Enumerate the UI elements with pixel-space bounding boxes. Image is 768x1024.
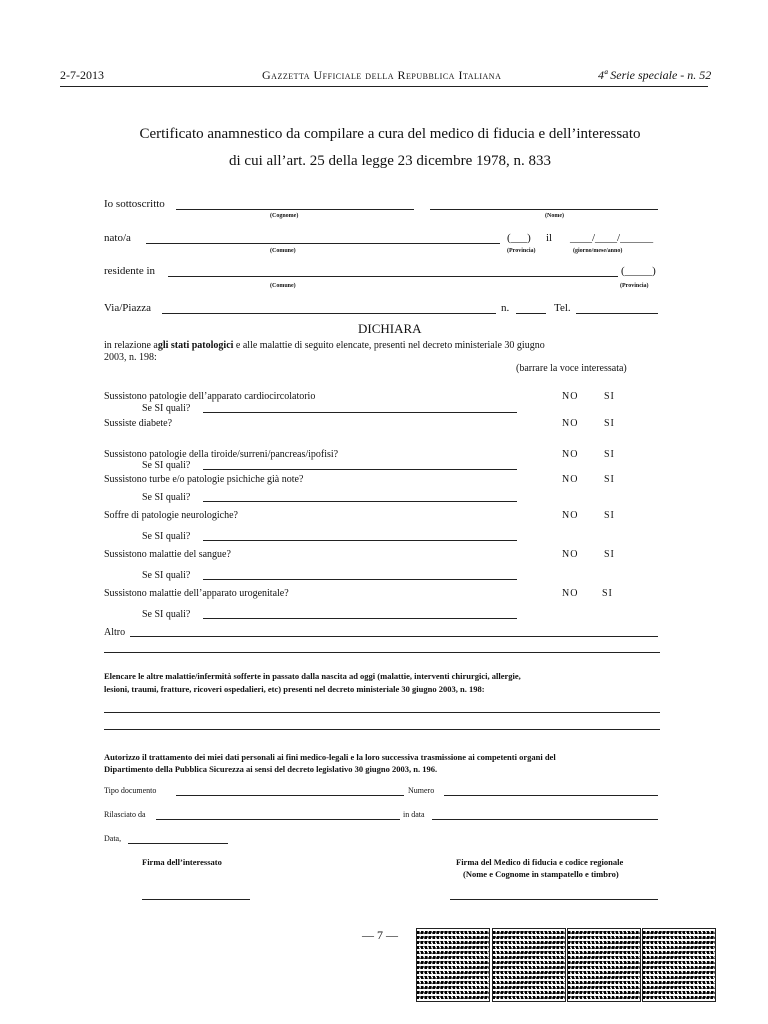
question-sangue: Sussistono malattie del sangue? [104, 549, 231, 560]
se-si-field-cardio[interactable] [203, 412, 517, 413]
autorizzo-line-2: Dipartimento della Pubblica Sicurezza ai sensi del decreto legislativo 30 giugno 2003, n. 196. [104, 764, 438, 774]
se-si-field-sangue[interactable] [203, 579, 517, 580]
question-psichiche: Sussistono turbe e/o patologie psichiche già note? [104, 474, 304, 485]
question-diabete: Sussiste diabete? [104, 418, 173, 429]
il-label: il [546, 232, 553, 244]
se-si-label-psichiche: Se SI quali? [142, 492, 191, 503]
altro-label: Altro [104, 627, 126, 638]
se-si-field-psichiche[interactable] [203, 501, 517, 502]
barcode-1 [416, 928, 490, 1002]
no-option-psichiche[interactable]: NO [562, 474, 579, 485]
numero-civico-label: n. [501, 302, 510, 314]
se-si-field-tiroide[interactable] [203, 469, 517, 470]
birth-date-field[interactable]: ____/____/______ [570, 232, 654, 244]
numero-label: Numero [408, 786, 435, 795]
dichiara-intro-line-1: in relazione agli stati patologici e alle malattie di seguito elencate, presenti nel decreto ministeriale 30 giugno [104, 340, 545, 351]
header-gazette: Gazzetta Ufficiale della Repubblica Italiana [262, 68, 502, 82]
se-si-field-neuro[interactable] [203, 540, 517, 541]
header-date: 2-7-2013 [60, 68, 104, 82]
dichiara-heading: DICHIARA [358, 321, 422, 336]
numero-field[interactable] [444, 795, 658, 796]
residente-label: residente in [104, 265, 156, 277]
tel-field[interactable] [576, 313, 658, 314]
no-option-neuro[interactable]: NO [562, 510, 579, 521]
barcode-4 [642, 928, 716, 1002]
elencare-line-2: lesioni, traumi, fratture, ricoveri ospedalieri, etc) presenti nel decreto ministeriale 30 giugno 2003, n. 198: [104, 684, 485, 694]
question-neuro: Soffre di patologie neurologiche? [104, 510, 238, 521]
si-option-urogenitale[interactable]: SI [602, 588, 613, 599]
si-option-cardio[interactable]: SI [604, 391, 615, 402]
question-cardio: Sussistono patologie dell’apparato cardiocircolatorio [104, 391, 316, 402]
altro-field-line-2[interactable] [104, 652, 660, 653]
si-option-tiroide[interactable]: SI [604, 449, 615, 460]
question-urogenitale: Sussistono malattie dell’apparato urogenitale? [104, 588, 289, 599]
numero-civico-field[interactable] [516, 313, 546, 314]
tipo-documento-label: Tipo documento [104, 786, 157, 795]
header-series: 4ª Serie speciale - n. 52 [598, 68, 712, 82]
firma-interessato-field[interactable] [142, 899, 250, 900]
se-si-label-neuro: Se SI quali? [142, 531, 191, 542]
residente-comune-caption: (Comune) [270, 283, 296, 289]
tipo-documento-field[interactable] [176, 795, 404, 796]
se-si-label-cardio: Se SI quali? [142, 403, 191, 414]
residente-provincia-caption: (Provincia) [620, 283, 649, 289]
cognome-caption: (Cognome) [270, 213, 299, 219]
io-sottoscritto-label: Io sottoscritto [104, 198, 165, 210]
barrare-note: (barrare la voce interessata) [516, 363, 627, 374]
elencare-field-line-1[interactable] [104, 712, 660, 713]
no-option-tiroide[interactable]: NO [562, 449, 579, 460]
in-data-label: in data [403, 810, 425, 819]
se-si-field-urogenitale[interactable] [203, 618, 517, 619]
si-option-diabete[interactable]: SI [604, 418, 615, 429]
page-number: — 7 — [362, 928, 398, 942]
rilasciato-label: Rilasciato da [104, 810, 146, 819]
question-tiroide: Sussistono patologie della tiroide/surreni/pancreas/ipofisi? [104, 449, 339, 460]
barcode-3 [567, 928, 641, 1002]
si-option-neuro[interactable]: SI [604, 510, 615, 521]
nome-caption: (Nome) [545, 213, 564, 219]
no-option-diabete[interactable]: NO [562, 418, 579, 429]
residente-comune-field[interactable] [168, 276, 618, 277]
altro-field[interactable] [130, 636, 658, 637]
nome-field[interactable] [430, 209, 658, 210]
se-si-label-urogenitale: Se SI quali? [142, 609, 191, 620]
in-data-field[interactable] [432, 819, 658, 820]
firma-medico-sublabel: (Nome e Cognome in stampatello e timbro) [463, 869, 619, 879]
nato-provincia-field[interactable]: (___) [507, 232, 531, 244]
elencare-field-line-2[interactable] [104, 729, 660, 730]
se-si-label-tiroide: Se SI quali? [142, 460, 191, 471]
header-rule [60, 86, 708, 87]
data-field[interactable] [128, 843, 228, 844]
nato-a-label: nato/a [104, 232, 131, 244]
nato-comune-caption: (Comune) [270, 248, 296, 254]
no-option-sangue[interactable]: NO [562, 549, 579, 560]
birth-date-caption: (giorno/mese/anno) [573, 248, 623, 254]
firma-interessato-label: Firma dell’interessato [142, 857, 222, 867]
rilasciato-field[interactable] [156, 819, 400, 820]
elencare-line-1: Elencare le altre malattie/infermità sofferte in passato dalla nascita ad oggi (malattie, interventi chirurgici, allergie, [104, 671, 521, 681]
barcode-2 [492, 928, 566, 1002]
firma-medico-label: Firma del Medico di fiducia e codice regionale [456, 857, 624, 867]
tel-label: Tel. [554, 302, 571, 314]
title-line-2: di cui all’art. 25 della legge 23 dicembre 1978, n. 833 [229, 153, 551, 169]
no-option-urogenitale[interactable]: NO [562, 588, 579, 599]
via-label: Via/Piazza [104, 302, 151, 314]
si-option-psichiche[interactable]: SI [604, 474, 615, 485]
firma-medico-field[interactable] [450, 899, 658, 900]
residente-provincia-field[interactable]: (_____) [621, 265, 656, 277]
si-option-sangue[interactable]: SI [604, 549, 615, 560]
dichiara-intro-line-2: 2003, n. 198: [104, 352, 157, 363]
nato-comune-field[interactable] [146, 243, 500, 244]
via-field[interactable] [162, 313, 496, 314]
no-option-cardio[interactable]: NO [562, 391, 579, 402]
cognome-field[interactable] [176, 209, 414, 210]
se-si-label-sangue: Se SI quali? [142, 570, 191, 581]
nato-provincia-caption: (Provincia) [507, 248, 536, 254]
title-line-1: Certificato anamnestico da compilare a cura del medico di fiducia e dell’interessato [139, 126, 641, 142]
data-label: Data, [104, 834, 122, 843]
autorizzo-line-1: Autorizzo il trattamento dei miei dati personali ai fini medico-legali e la loro successiva trasmissione ai competenti organi del [104, 752, 556, 762]
